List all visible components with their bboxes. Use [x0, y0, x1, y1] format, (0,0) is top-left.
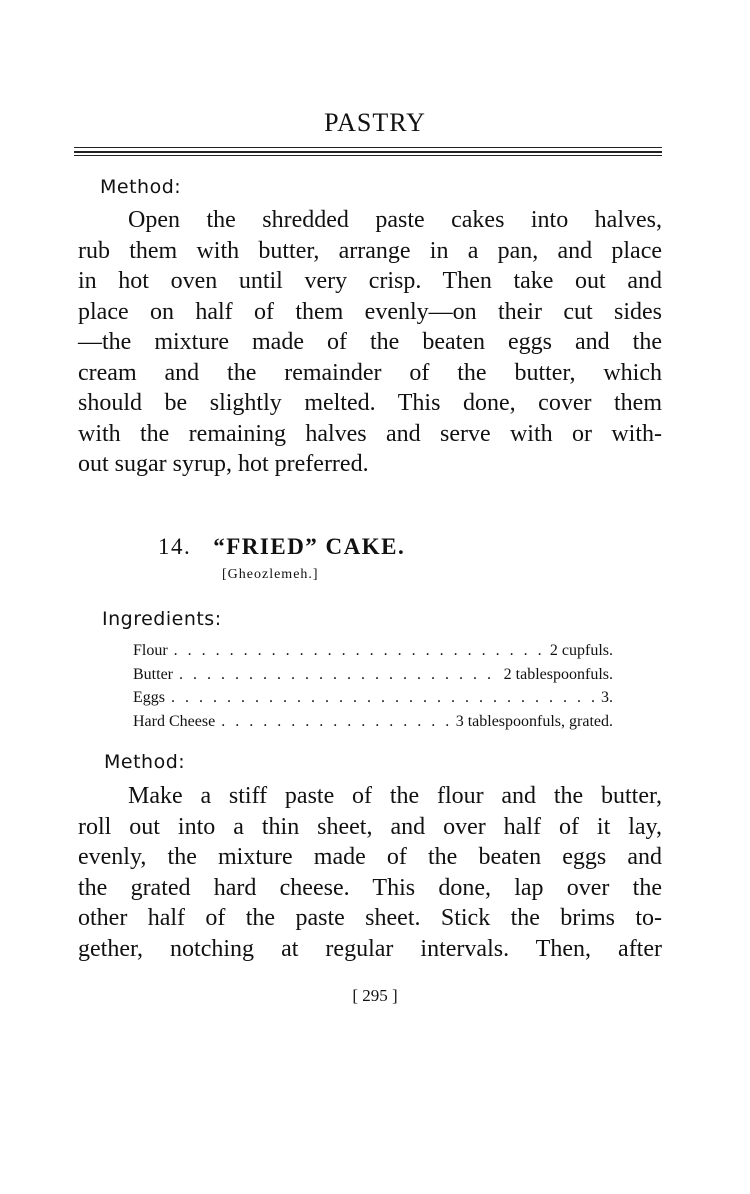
- header-rule: [74, 147, 662, 148]
- ingredient-amount: 3 tablespoonfuls, grated.: [455, 712, 613, 730]
- ingredient-item: [133, 689, 613, 713]
- ingredient-amount: 2 cupfuls.: [549, 642, 613, 659]
- recipe-subtitle: [Gheozlemeh.]: [222, 567, 319, 582]
- ingredient-amount: 2 tablespoonfuls.: [503, 665, 613, 683]
- method-label: Method:: [104, 751, 186, 773]
- recipe-name: “FRIED” CAKE.: [213, 534, 406, 559]
- ingredient-list: [133, 642, 613, 736]
- text-line: evenly, the mixture made of the beaten eggs and: [78, 844, 662, 870]
- text-line: —the mixture made of the beaten eggs and the: [78, 329, 662, 355]
- text-line: cream and the remainder of the butter, which: [78, 359, 662, 386]
- ingredient-item: [133, 666, 613, 690]
- text-line: with the remaining halves and serve with or with-: [78, 420, 662, 447]
- recipe-number: 14.: [158, 534, 192, 559]
- dot-leader: [179, 666, 498, 684]
- dot-leader: [221, 713, 450, 731]
- running-head: PASTRY: [324, 108, 426, 137]
- text-line: roll out into a thin sheet, and over half of it lay,: [78, 813, 662, 840]
- dot-leader: [171, 689, 595, 707]
- text-line: should be slightly melted. This done, cover them: [78, 390, 662, 416]
- ingredient-name: Eggs: [133, 689, 165, 706]
- ingredients-label: Ingredients:: [102, 608, 222, 630]
- dot-leader: [174, 642, 544, 660]
- method-paragraph: [78, 205, 662, 480]
- ingredient-item: [133, 642, 613, 666]
- ingredient-name: Butter: [133, 665, 173, 683]
- text-line: the grated hard cheese. This done, lap over the: [78, 874, 662, 901]
- ingredient-amount: 3.: [601, 689, 613, 706]
- header-rule: [74, 155, 662, 156]
- ingredient-name: Flour: [133, 642, 168, 659]
- text-line: out sugar syrup, hot preferred.: [78, 451, 369, 477]
- text-line: place on half of them evenly—on their cut sides: [78, 298, 662, 325]
- text-line: other half of the paste sheet. Stick the brims to-: [78, 905, 662, 931]
- text-line: Open the shredded paste cakes into halves,: [128, 207, 662, 233]
- text-line: gether, notching at regular intervals. Then, after: [78, 935, 662, 962]
- recipe-title: [158, 534, 405, 560]
- ingredient-item: [133, 713, 613, 737]
- text-line: rub them with butter, arrange in a pan, and place: [78, 237, 662, 264]
- method-paragraph: [78, 781, 662, 964]
- ingredient-name: Hard Cheese: [133, 712, 216, 730]
- header-rule: [74, 151, 662, 153]
- page-number: [ 295 ]: [352, 986, 398, 1005]
- text-line: in hot oven until very crisp. Then take out and: [78, 268, 662, 294]
- method-label: Method:: [100, 176, 182, 198]
- text-line: Make a stiff paste of the flour and the butter,: [128, 783, 662, 809]
